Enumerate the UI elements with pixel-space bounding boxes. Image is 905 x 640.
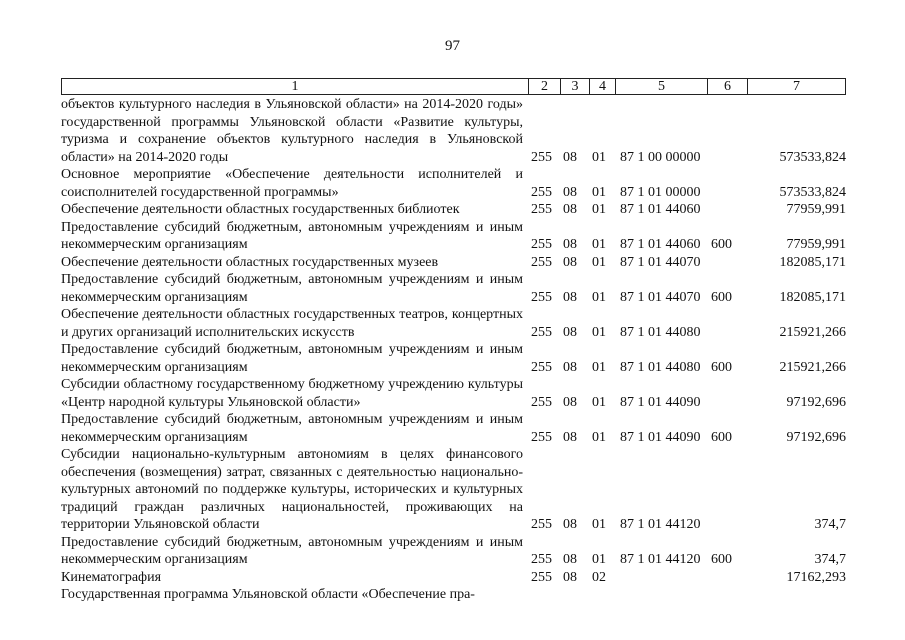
- cell-target-article: 87 1 01 44120: [620, 552, 701, 567]
- table-row: [61, 411, 846, 446]
- table-row: [61, 201, 846, 219]
- cell-target-article: 87 1 01 44060: [620, 237, 701, 252]
- table-row: [61, 534, 846, 569]
- cell-expense-type: 600: [711, 237, 732, 252]
- cell-podrazdel: 01: [592, 324, 606, 340]
- cell-podrazdel: 01: [592, 149, 606, 165]
- cell-podrazdel: 01: [592, 517, 606, 532]
- cell-expense-type: 600: [711, 429, 732, 445]
- table-row: [61, 254, 846, 272]
- cell-description: Предоставление субсидий бюджетным, автономным учреждениям и иным некоммерческим организациям: [61, 534, 523, 567]
- cell-podrazdel: 01: [592, 289, 606, 305]
- row-codes: [61, 324, 846, 342]
- cell-podrazdel: 01: [592, 552, 606, 567]
- cell-expense-type: 600: [711, 552, 732, 567]
- cell-description: Обеспечение деятельности областных государственных театров, концертных и других организаций исполнительских искусств: [61, 307, 523, 340]
- cell-razdel: 08: [563, 517, 577, 532]
- cell-razdel: 08: [563, 237, 577, 252]
- cell-podrazdel: 01: [592, 237, 606, 252]
- cell-description: Государственная программа Ульяновской области «Обеспечение пра-: [61, 587, 475, 602]
- cell-vedomstvo: 255: [531, 517, 552, 532]
- cell-expense-type: 600: [711, 289, 732, 305]
- cell-vedomstvo: 255: [531, 184, 552, 200]
- table-row: [61, 219, 846, 254]
- cell-razdel: 08: [563, 324, 577, 340]
- row-codes: [61, 359, 846, 377]
- cell-target-article: 87 1 01 44080: [620, 359, 701, 375]
- cell-target-article: 87 1 01 44060: [620, 202, 701, 217]
- cell-razdel: 08: [563, 394, 577, 410]
- cell-description: Предоставление субсидий бюджетным, автономным учреждениям и иным некоммерческим организациям: [61, 412, 523, 445]
- cell-vedomstvo: 255: [531, 289, 552, 305]
- column-header-2: 2: [528, 79, 560, 94]
- table-row: [61, 569, 846, 587]
- row-codes: [61, 201, 846, 219]
- cell-vedomstvo: 255: [531, 359, 552, 375]
- cell-vedomstvo: 255: [531, 202, 552, 217]
- cell-description: Кинематография: [61, 569, 162, 585]
- table-row: [61, 166, 846, 201]
- row-codes: [61, 184, 846, 202]
- cell-description: Обеспечение деятельности областных государственных музеев: [61, 254, 439, 270]
- table-row: [61, 271, 846, 306]
- row-codes: [61, 289, 846, 307]
- cell-razdel: 08: [563, 552, 577, 567]
- cell-description: Обеспечение деятельности областных государственных библиотек: [61, 202, 460, 217]
- cell-target-article: 87 1 01 44090: [620, 429, 701, 445]
- cell-vedomstvo: 255: [531, 552, 552, 567]
- cell-amount: 573533,824: [779, 149, 846, 165]
- cell-podrazdel: 01: [592, 254, 606, 270]
- table-row: [61, 376, 846, 411]
- row-codes: [61, 236, 846, 254]
- cell-target-article: 87 1 01 44080: [620, 324, 701, 340]
- cell-target-article: 87 1 01 44090: [620, 394, 701, 410]
- cell-amount: 374,7: [814, 517, 846, 532]
- cell-amount: 573533,824: [779, 184, 846, 200]
- cell-vedomstvo: 255: [531, 237, 552, 252]
- row-codes: [61, 254, 846, 272]
- cell-amount: 374,7: [814, 552, 846, 567]
- table-header: [61, 78, 846, 95]
- cell-amount: 215921,266: [779, 324, 846, 340]
- cell-razdel: 08: [563, 289, 577, 305]
- cell-vedomstvo: 255: [531, 569, 552, 585]
- cell-amount: 182085,171: [779, 289, 846, 305]
- cell-razdel: 08: [563, 254, 577, 270]
- table-row: [61, 446, 846, 534]
- cell-target-article: 87 1 01 44070: [620, 254, 701, 270]
- cell-description: объектов культурного наследия в Ульяновской области» на 2014-2020 годы» государственной программы Ульяновской области «Развитие культуры, туризма и сохранение объектов культурного наследия в Ульяновской области» на 2014-2020 годы: [61, 97, 523, 165]
- column-header-5: 5: [615, 79, 707, 94]
- row-codes: [61, 516, 846, 534]
- cell-amount: 215921,266: [779, 359, 846, 375]
- cell-description: Предоставление субсидий бюджетным, автономным учреждениям и иным некоммерческим организациям: [61, 219, 523, 252]
- table-row: [61, 96, 846, 166]
- row-codes: [61, 586, 846, 604]
- row-codes: [61, 569, 846, 587]
- row-codes: [61, 551, 846, 569]
- cell-target-article: 87 1 01 00000: [620, 184, 701, 200]
- cell-amount: 182085,171: [779, 254, 846, 270]
- budget-table-body: [61, 96, 846, 604]
- cell-vedomstvo: 255: [531, 324, 552, 340]
- cell-podrazdel: 02: [592, 569, 606, 585]
- cell-description: Предоставление субсидий бюджетным, автономным учреждениям и иным некоммерческим организациям: [61, 272, 523, 305]
- column-header-1: 1: [291, 79, 299, 94]
- cell-vedomstvo: 255: [531, 149, 552, 165]
- cell-razdel: 08: [563, 429, 577, 445]
- cell-amount: 77959,991: [786, 202, 846, 217]
- column-header-7: 7: [747, 79, 845, 94]
- page-number: 97: [445, 38, 460, 54]
- cell-description: Предоставление субсидий бюджетным, автономным учреждениям и иным некоммерческим организациям: [61, 342, 523, 375]
- cell-razdel: 08: [563, 569, 577, 585]
- cell-vedomstvo: 255: [531, 429, 552, 445]
- cell-expense-type: 600: [711, 359, 732, 375]
- cell-amount: 77959,991: [786, 237, 846, 252]
- table-row: [61, 306, 846, 341]
- row-codes: [61, 149, 846, 167]
- cell-target-article: 87 1 01 44070: [620, 289, 701, 305]
- cell-target-article: 87 1 01 44120: [620, 517, 701, 532]
- cell-podrazdel: 01: [592, 184, 606, 200]
- cell-razdel: 08: [563, 202, 577, 217]
- cell-description: Субсидии областному государственному бюджетному учреждению культуры «Центр народной культуры Ульяновской области»: [61, 377, 523, 410]
- column-header-3: 3: [560, 79, 589, 94]
- row-codes: [61, 394, 846, 412]
- cell-target-article: 87 1 00 00000: [620, 149, 701, 165]
- cell-podrazdel: 01: [592, 394, 606, 410]
- table-row: [61, 586, 846, 604]
- cell-vedomstvo: 255: [531, 254, 552, 270]
- cell-description: Субсидии национально-культурным автономиям в целях финансового обеспечения (возмещения) затрат, связанных с деятельностью национально-культурных автономий по поддержке культуры, исторических и культурных традиций граждан различных национальностей, проживающих на территории Ульяновской области: [61, 447, 523, 532]
- cell-razdel: 08: [563, 184, 577, 200]
- column-header-4: 4: [589, 79, 615, 94]
- cell-amount: 17162,293: [786, 569, 846, 585]
- cell-razdel: 08: [563, 149, 577, 165]
- cell-amount: 97192,696: [786, 394, 846, 410]
- cell-amount: 97192,696: [786, 429, 846, 445]
- table-row: [61, 341, 846, 376]
- column-header-6: 6: [707, 79, 747, 94]
- cell-vedomstvo: 255: [531, 394, 552, 410]
- cell-description: Основное мероприятие «Обеспечение деятельности исполнителей и соисполнителей государственной программы»: [61, 167, 523, 200]
- cell-podrazdel: 01: [592, 202, 606, 217]
- cell-podrazdel: 01: [592, 429, 606, 445]
- cell-podrazdel: 01: [592, 359, 606, 375]
- row-codes: [61, 429, 846, 447]
- cell-razdel: 08: [563, 359, 577, 375]
